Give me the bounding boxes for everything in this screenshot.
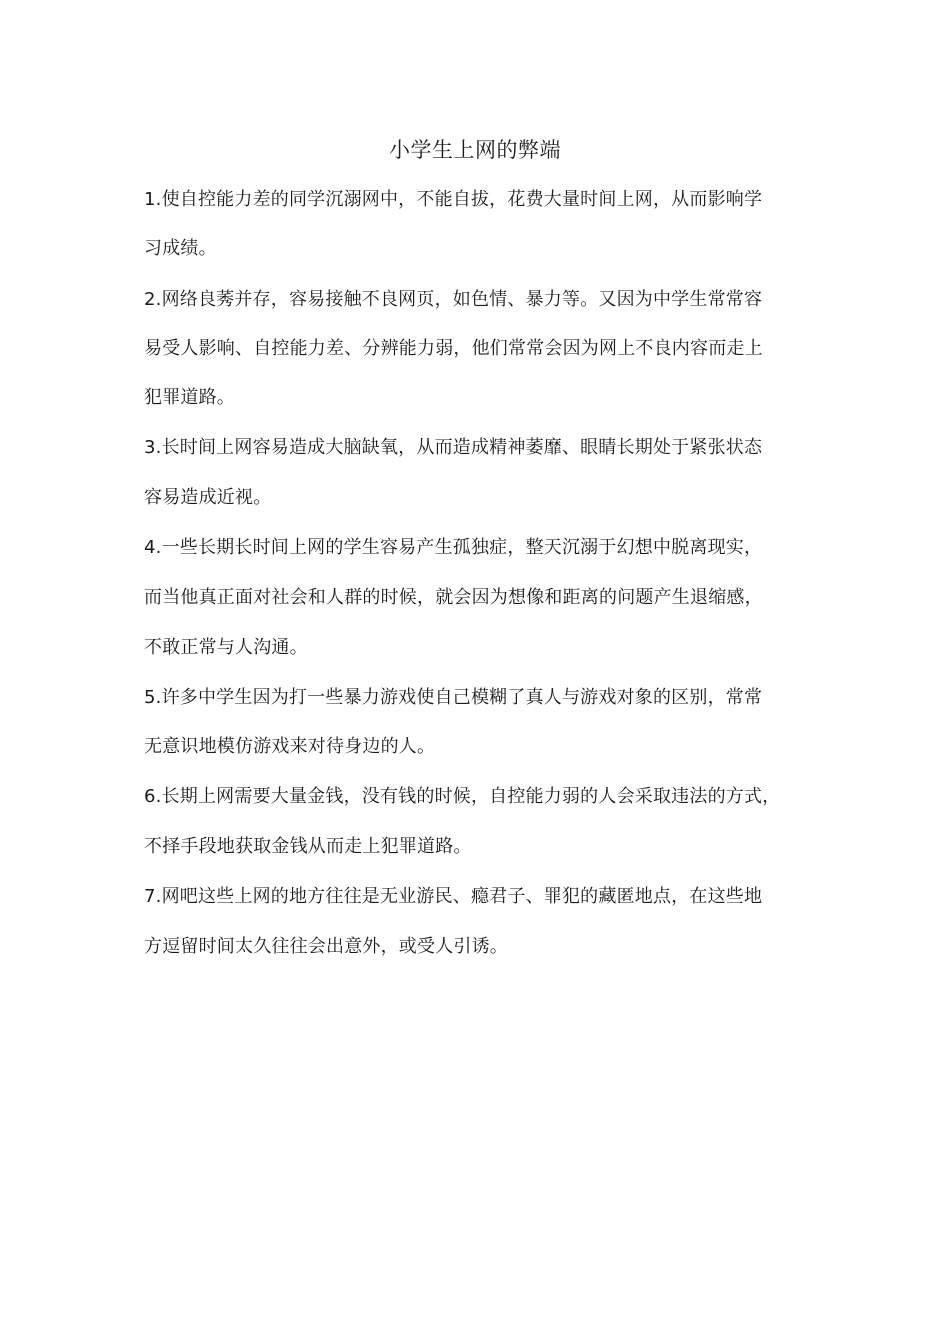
item-3-line-2: 容易造成近视。: [144, 487, 272, 508]
item-5-line-1: 5.许多中学生因为打一些暴力游戏使自己模糊了真人与游戏对象的区别，常常: [144, 687, 763, 708]
item-1-line-2: 习成绩。: [144, 238, 217, 259]
item-4-line-1: 4.一些长期长时间上网的学生容易产生孤独症，整天沉溺于幻想中脱离现实，: [144, 537, 763, 558]
document-title: 小学生上网的弊端: [389, 138, 561, 162]
item-3-line-1: 3.长时间上网容易造成大脑缺氧，从而造成精神萎靡、眼睛长期处于紧张状态: [144, 437, 763, 458]
item-5-line-2: 无意识地模仿游戏来对待身边的人。: [144, 736, 436, 757]
item-4-line-2: 而当他真正面对社会和人群的时候，就会因为想像和距离的问题产生退缩感，: [144, 587, 763, 608]
item-2-line-3: 犯罪道路。: [144, 387, 235, 408]
item-6-line-1: 6.长期上网需要大量金钱，没有钱的时候，自控能力弱的人会采取违法的方式，: [144, 786, 781, 807]
item-6-line-2: 不择手段地获取金钱从而走上犯罪道路。: [144, 836, 472, 857]
item-7-line-1: 7.网吧这些上网的地方往往是无业游民、瘾君子、罪犯的藏匿地点，在这些地: [144, 886, 763, 907]
item-2-line-2: 易受人影响、自控能力差、分辨能力弱，他们常常会因为网上不良内容而走上: [144, 338, 763, 359]
item-2-line-1: 2.网络良莠并存，容易接触不良网页，如色情、暴力等。又因为中学生常常容: [144, 289, 763, 310]
item-4-line-3: 不敢正常与人沟通。: [144, 637, 308, 658]
item-1-line-1: 1.使自控能力差的同学沉溺网中，不能自拔，花费大量时间上网，从而影响学: [144, 189, 763, 210]
item-7-line-2: 方逗留时间太久往往会出意外，或受人引诱。: [144, 936, 508, 957]
